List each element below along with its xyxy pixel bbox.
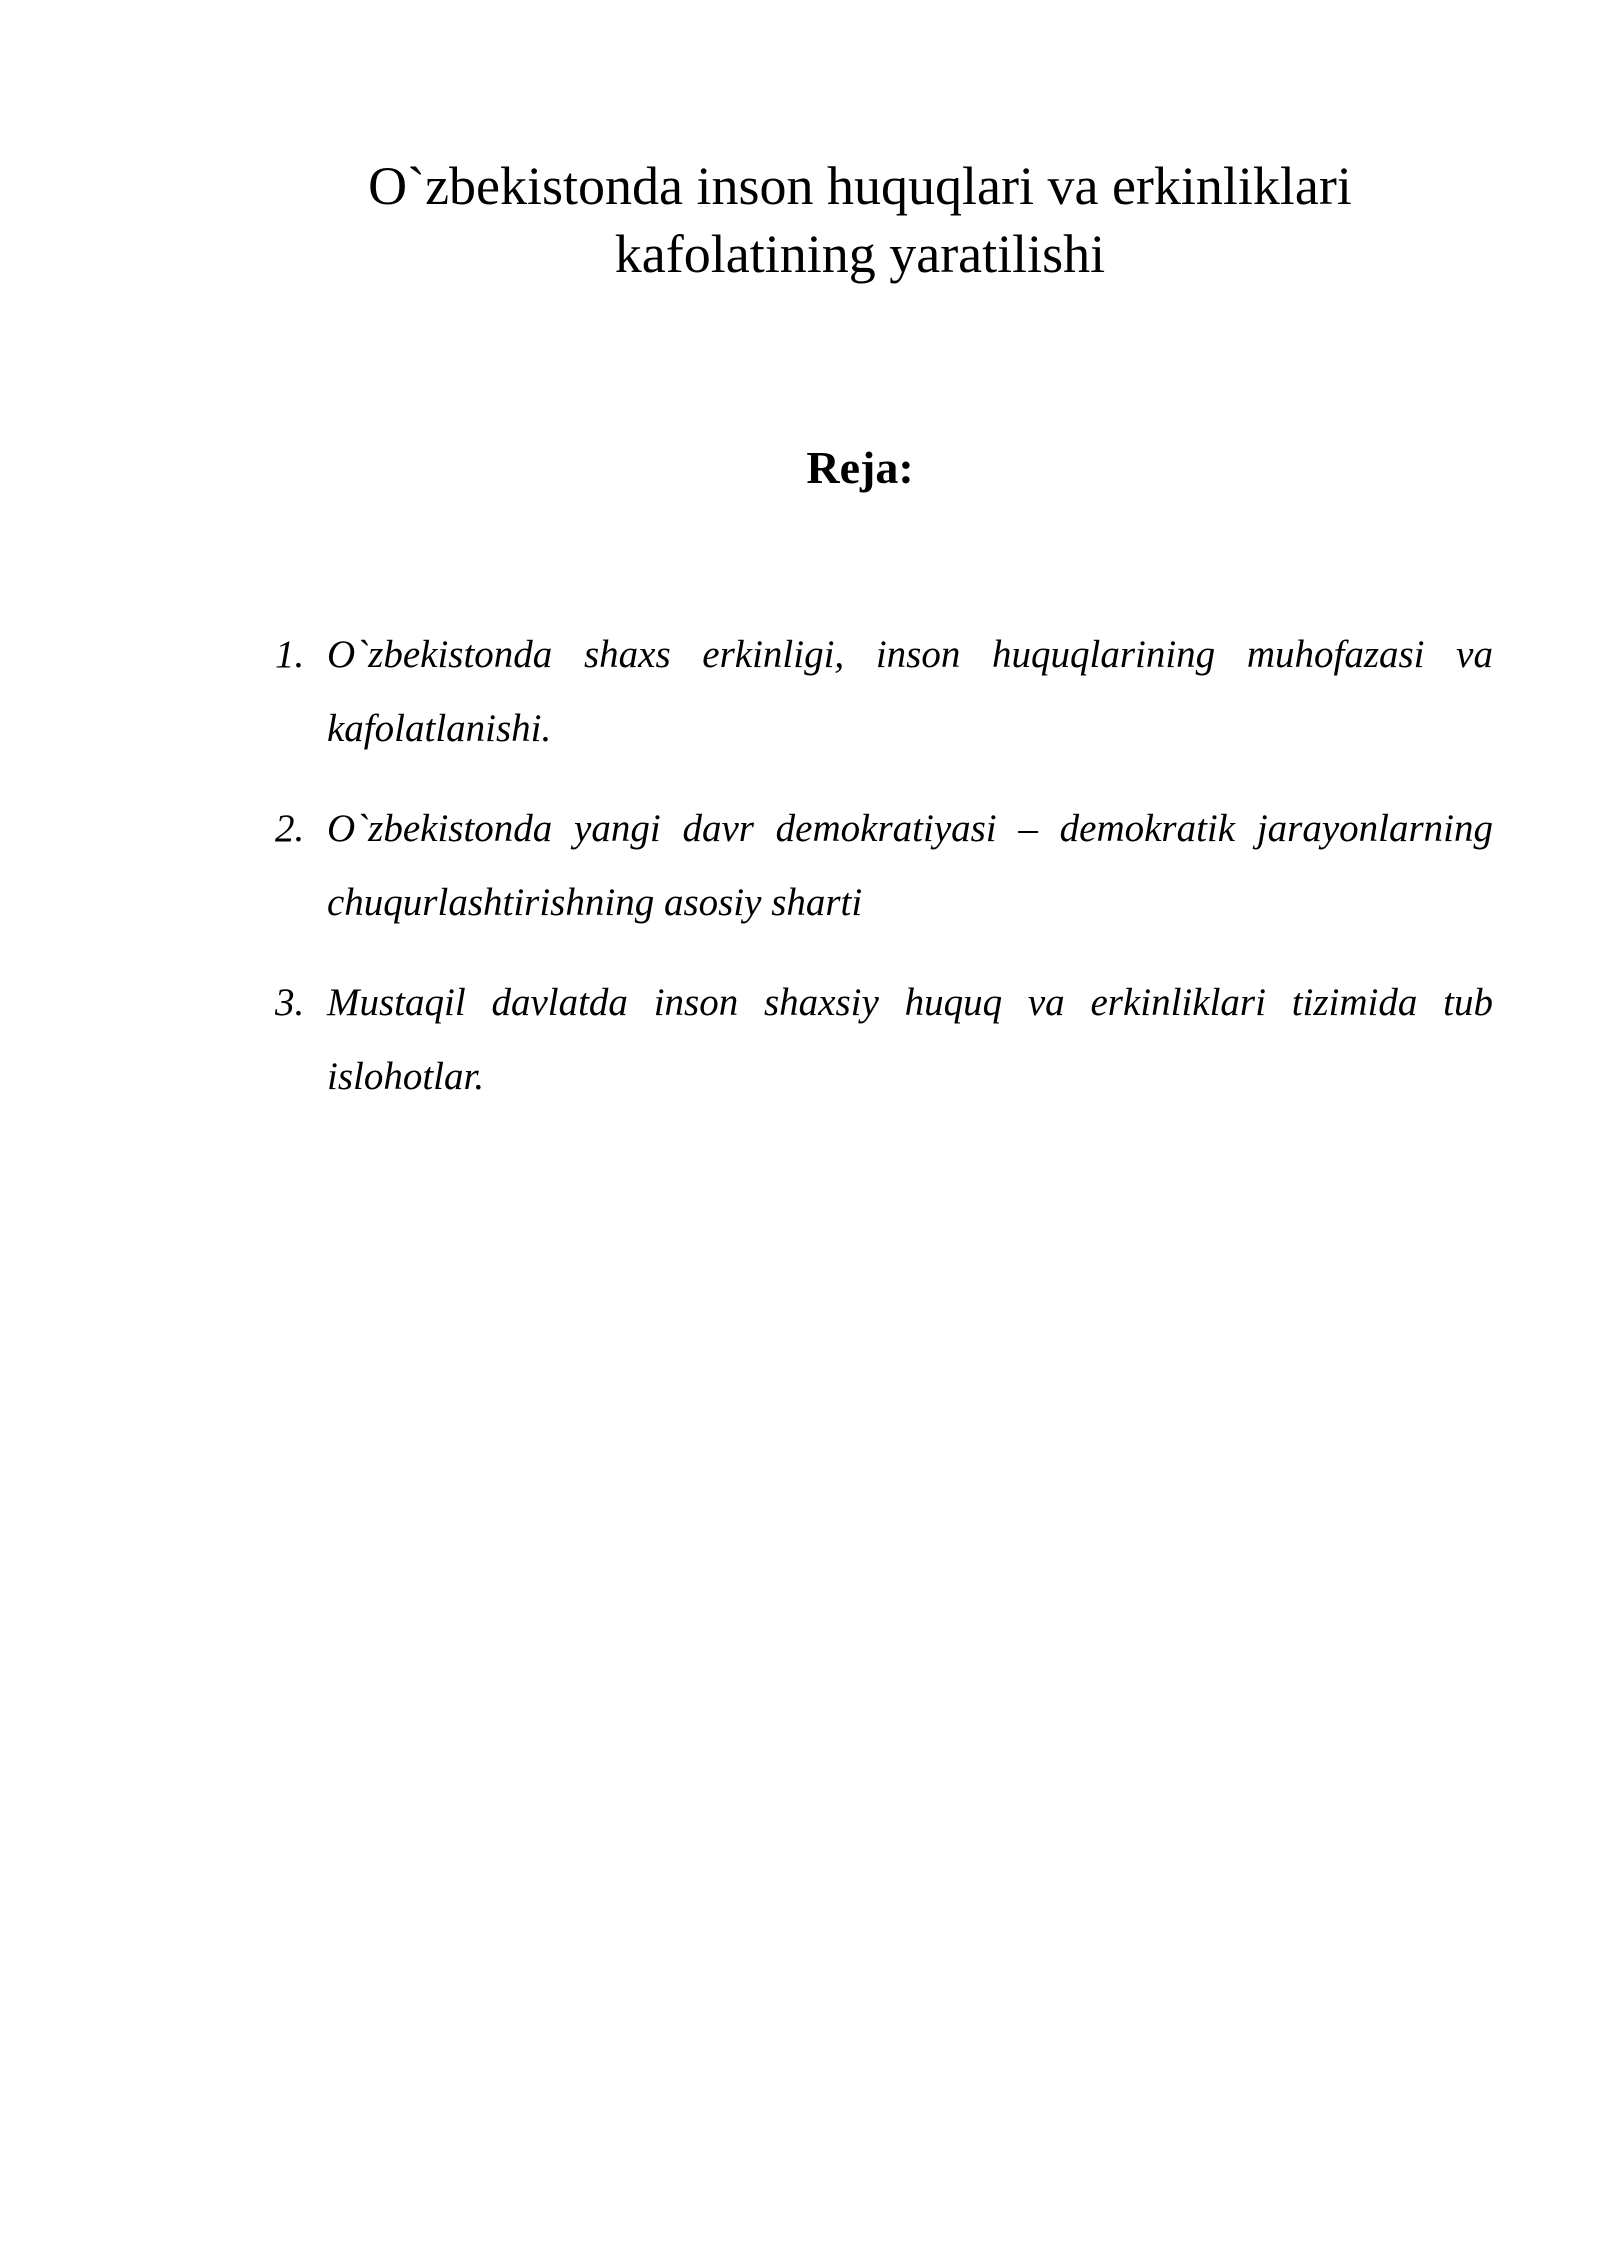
document-title-line-1: O`zbekistonda inson huquqlari va erkinliklari (368, 156, 1352, 216)
plan-item-3 (275, 966, 1493, 1114)
plan-item-number: 3. (275, 981, 305, 1024)
document-title (200, 152, 1520, 288)
plan-heading: Reja: (806, 442, 914, 493)
plan-item-2 (275, 792, 1493, 940)
plan-item-number: 1. (275, 633, 305, 676)
plan-item-text: O`zbekistonda shaxs erkinligi, inson huquqlarining muhofazasi va kafolatlanishi. (327, 633, 1493, 750)
plan-item-text: Mustaqil davlatda inson shaxsiy huquq va erkinliklari tizimida tub islohotlar. (327, 981, 1493, 1098)
plan-list (275, 618, 1493, 1140)
document-title-line-2: kafolatining yaratilishi (614, 224, 1106, 284)
plan-item-number: 2. (275, 807, 305, 850)
plan-item-text: O`zbekistonda yangi davr demokratiyasi – demokratik jarayonlarning chuqurlashtirishning asosiy sharti (327, 807, 1493, 924)
plan-item-1 (275, 618, 1493, 766)
